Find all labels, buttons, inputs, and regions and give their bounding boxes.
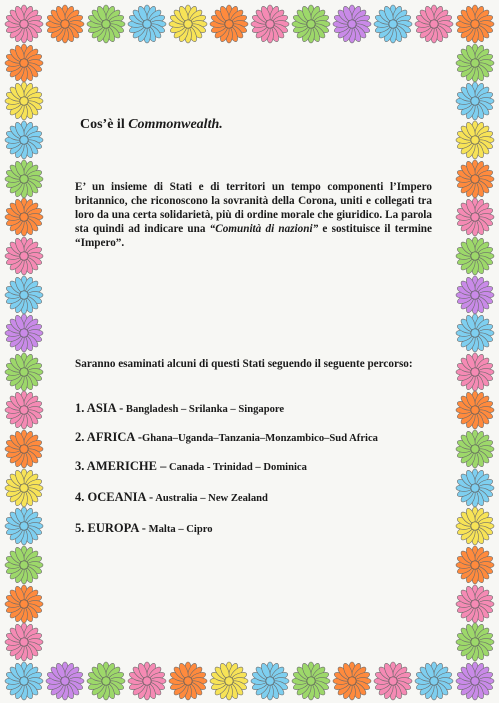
flower-icon [127,4,167,44]
flower-icon [4,352,44,392]
flower-icon [414,661,454,701]
page-title [80,117,223,133]
route-region: 2. AFRICA - [75,430,143,444]
flower-icon [45,4,85,44]
flower-icon [373,661,413,701]
flower-icon [127,661,167,701]
flower-icon [455,81,495,121]
flower-icon [168,4,208,44]
flower-icon [4,236,44,276]
flower-icon [332,4,372,44]
route-countries: Ghana–Uganda–Tanzania–Monzambico–Sud Africa [142,433,378,444]
flower-icon [4,4,44,44]
intro-text-1: E’ un insieme di Stati e di territori un tempo componenti l’Impero britannico, che riconoscono la sovranità della Corona, uniti e collegati tra loro da una certa solidarietà, più di ordine morale che giuridico. La parola sta quindi ad indicare una [75,181,432,235]
flower-icon [455,352,495,392]
flower-icon [455,4,495,44]
route-region: 3. AMERICHE – [75,459,167,473]
flower-icon [455,545,495,585]
flower-icon [455,120,495,160]
intro-paragraph [75,180,432,250]
flower-icon [291,661,331,701]
flower-icon [4,429,44,469]
route-region: 4. OCEANIA - [75,490,154,504]
flower-icon [373,4,413,44]
flower-icon [455,159,495,199]
flower-icon [414,4,454,44]
flower-icon [250,4,290,44]
flower-icon [209,661,249,701]
flower-icon [4,390,44,430]
route-region: 5. EUROPA - [75,521,146,535]
flower-icon [455,197,495,237]
flower-icon [250,661,290,701]
title-prefix: Cos’è il [80,117,129,132]
route-countries: Australia – New Zealand [153,493,268,504]
flower-icon [4,275,44,315]
route-item [75,490,475,505]
flower-icon [4,661,44,701]
route-item [75,401,475,416]
route-countries: Bangladesh – Srilanka – Singapore [123,404,285,415]
intro-italic-term: “Comunità di nazioni” [209,223,319,235]
title-commonwealth: Commonwealth. [128,117,223,132]
flower-icon [4,159,44,199]
flower-icon [455,313,495,353]
intro-text-2: e sostituisce il termine “Impero”. [75,223,432,249]
flower-icon [86,661,126,701]
flower-icon [291,4,331,44]
flower-icon [332,661,372,701]
flower-icon [455,236,495,276]
route-intro: Saranno esaminati alcuni di questi Stati seguendo il seguente percorso: [75,358,413,370]
flower-icon [4,43,44,83]
route-region: 1. ASIA - [75,401,124,415]
route-countries: Malta – Cipro [145,524,213,535]
flower-icon [45,661,85,701]
flower-icon [455,661,495,701]
flower-icon [455,275,495,315]
route-countries: Canada - Trinidad – Dominica [166,462,307,473]
flower-icon [86,4,126,44]
flower-icon [4,506,44,546]
flower-icon [4,197,44,237]
flower-icon [4,622,44,662]
flower-icon [209,4,249,44]
flower-icon [168,661,208,701]
flower-icon [4,120,44,160]
flower-icon [455,622,495,662]
flower-icon [455,584,495,624]
flower-icon [4,81,44,121]
flower-icon [4,313,44,353]
flower-icon [4,545,44,585]
route-item [75,430,475,445]
flower-icon [4,468,44,508]
flower-icon [455,43,495,83]
route-item [75,521,475,536]
flower-icon [4,584,44,624]
route-item [75,459,475,474]
